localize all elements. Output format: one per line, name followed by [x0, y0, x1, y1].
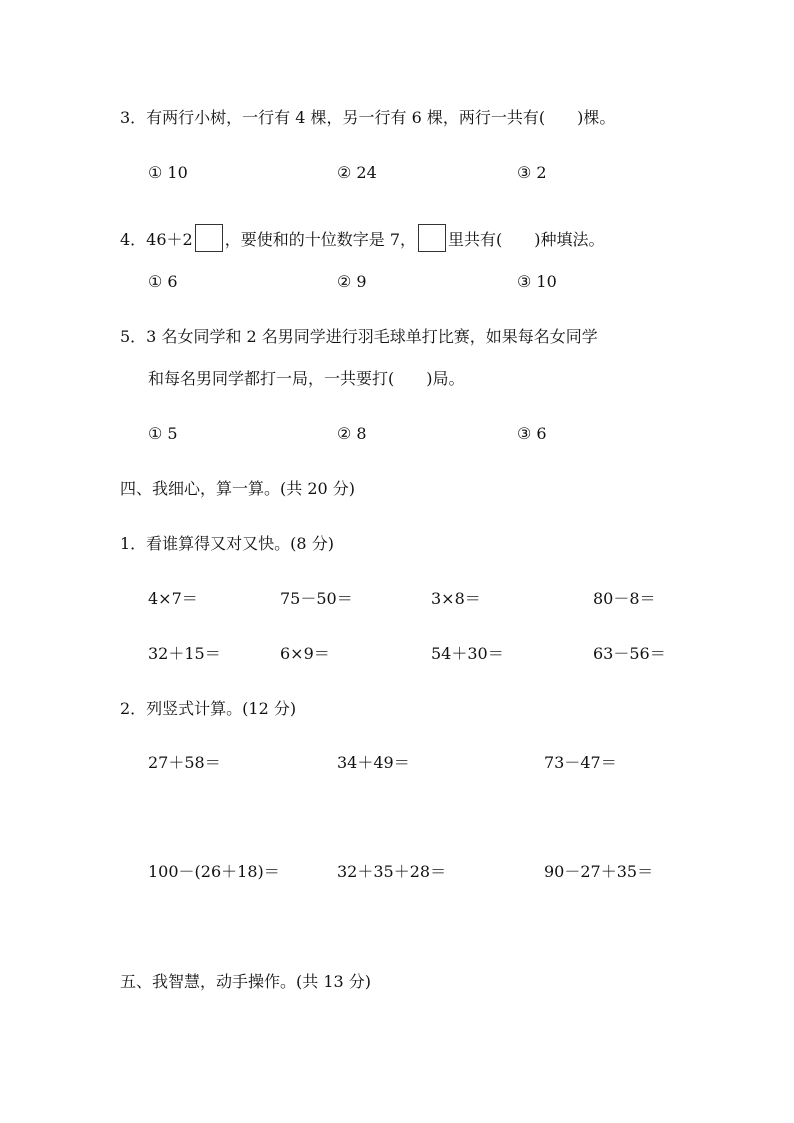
- question-3-text: 3．有两行小树，一行有 4 棵，另一行有 6 棵，两行一共有( )棵。: [120, 108, 616, 127]
- q5-option-1: ① 5: [148, 424, 178, 443]
- calc-item: 32＋15＝: [148, 644, 221, 663]
- calc-item: 54＋30＝: [431, 644, 504, 663]
- q4-option-1: ① 6: [148, 272, 178, 291]
- section-4-sub-2-title: 2．列竖式计算。(12 分): [120, 699, 297, 718]
- q5-option-2: ② 8: [337, 424, 367, 443]
- vertical-calc-item: 100－(26＋18)＝: [148, 862, 280, 881]
- calc-item: 3×8＝: [431, 589, 481, 608]
- vertical-calc-item: 32＋35＋28＝: [337, 862, 447, 881]
- section-4-title: 四、我细心，算一算。(共 20 分): [120, 479, 356, 498]
- calc-item: 4×7＝: [148, 589, 198, 608]
- q3-option-2: ② 24: [337, 163, 377, 182]
- answer-blank-box: [195, 224, 223, 252]
- q4-text-part1: 4．46＋2: [120, 230, 193, 249]
- section-4-sub-1-title: 1．看谁算得又对又快。(8 分): [120, 534, 334, 553]
- q4-text-part2: ，要使和的十位数字是 7，: [224, 230, 417, 249]
- question-5-line-1: 5．3 名女同学和 2 名男同学进行羽毛球单打比赛，如果每名女同学: [120, 327, 598, 346]
- calc-item: 6×9＝: [280, 644, 330, 663]
- vertical-calc-item: 27＋58＝: [148, 753, 221, 772]
- q4-text-part3: 里共有( )种填法。: [448, 230, 605, 249]
- vertical-calc-item: 90－27＋35＝: [544, 862, 654, 881]
- vertical-calc-item: 73－47＝: [544, 753, 617, 772]
- q3-option-3: ③ 2: [517, 163, 547, 182]
- vertical-calc-item: 34＋49＝: [337, 753, 410, 772]
- section-5-title: 五、我智慧，动手操作。(共 13 分): [120, 972, 372, 991]
- q4-option-2: ② 9: [337, 272, 367, 291]
- calc-item: 75－50＝: [280, 589, 353, 608]
- calc-item: 80－8＝: [593, 589, 656, 608]
- q5-option-3: ③ 6: [517, 424, 547, 443]
- q4-option-3: ③ 10: [517, 272, 557, 291]
- question-4-text: [120, 224, 605, 252]
- calc-item: 63－56＝: [593, 644, 666, 663]
- q3-option-1: ① 10: [148, 163, 188, 182]
- question-5-line-2: 和每名男同学都打一局，一共要打( )局。: [148, 369, 465, 388]
- answer-blank-box: [418, 224, 446, 252]
